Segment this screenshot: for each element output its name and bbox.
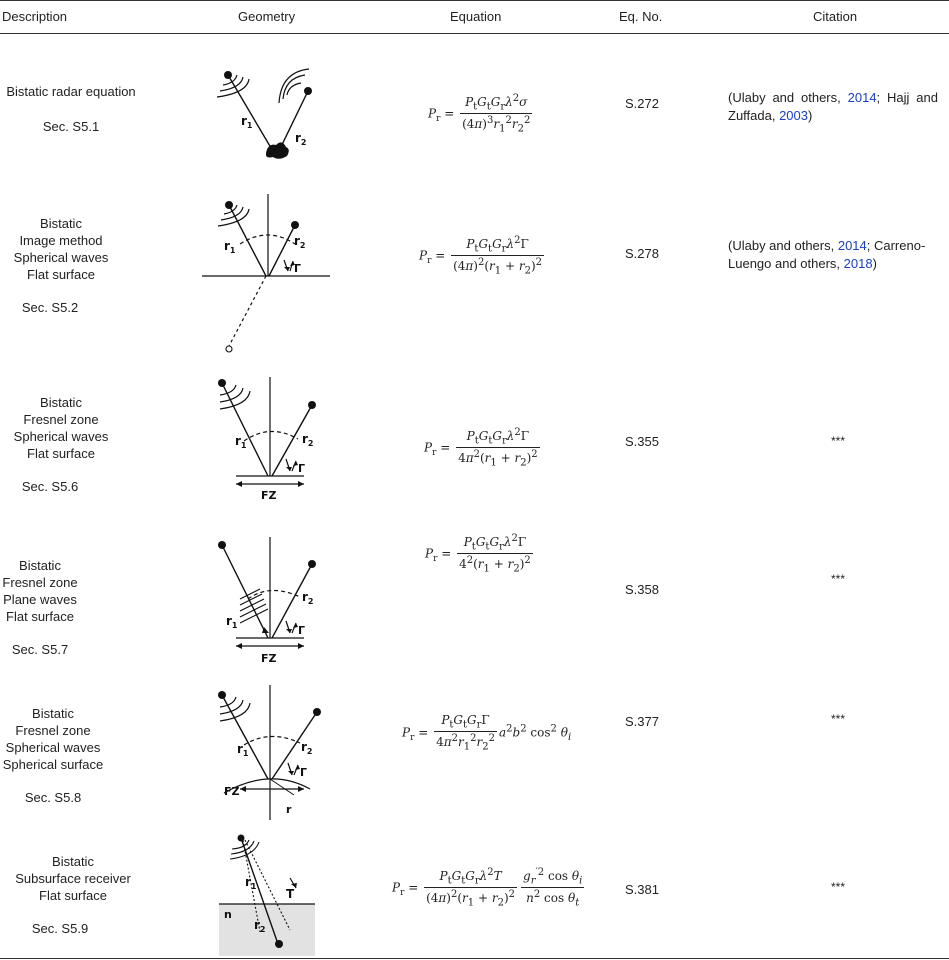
row3-eq-no: S.355 (625, 434, 659, 449)
row1-desc-line: Bistatic radar equation (6, 84, 136, 99)
row4-section: Sec. S5.7 (11, 642, 69, 657)
row6-citation: *** (830, 880, 845, 894)
header-description: Description (2, 9, 68, 24)
row5-geo-fz: FZ (224, 785, 240, 798)
header-geometry: Geometry (238, 9, 296, 24)
row3-section: Sec. S5.6 (21, 479, 79, 494)
row5-geometry-diagram (210, 683, 335, 823)
row2-section: Sec. S5.2 (21, 300, 79, 315)
row1-eq-fraction: $\frac{P_tG_tG_r\lambda^2\sigma}{(4\pi)^3r_1^2r_2^2}$ (462, 93, 531, 135)
row6-geo-n: n (224, 908, 232, 921)
row1-geometry-diagram (205, 65, 325, 165)
row6-section: Sec. S5.9 (31, 921, 89, 936)
header-equation: Equation (450, 9, 502, 24)
header-citation: Citation (813, 9, 858, 24)
row5-equation: $P_r$ = $\frac{P_tG_tG_r\Gamma}{4\pi^2r_1^2r_2^2}$ $a^2b^2$ $\cos^2 \theta_i$ (402, 713, 572, 753)
table-header-rule (0, 33, 949, 34)
row4-geo-r1: $r_1$ (226, 614, 238, 630)
row3-citation: *** (830, 434, 845, 448)
row4-citation: *** (830, 572, 845, 586)
row2-description: Bistatic Image method Spherical waves Flat surface (13, 216, 109, 282)
row3-equation: $P_r$ = $\frac{P_tG_tG_r\lambda^2\Gamma}{4\pi^2(r_1 + r_2)^2}$ (424, 427, 538, 469)
row4-eq-no: S.358 (625, 582, 659, 597)
row3-geo-gamma: Γ (298, 462, 306, 475)
row6-eq-fraction-2: $\frac{g_r^{'2} \cos \theta_i}{n^2 \cos \theta_t}$ (523, 867, 583, 909)
row5-eq-fraction: $\frac{P_tG_tG_r\Gamma}{4\pi^2r_1^2r_2^2}$ (436, 713, 495, 753)
row4-geometry-diagram (212, 535, 332, 665)
row6-equation: $P_r$ = $\frac{P_tG_tG_r\lambda^2T}{(4\pi)^2(r_1 + r_2)^2}$ $\frac{g_r^{'2} \cos \theta_i}{n^2 \cos \theta_t}$ (392, 867, 583, 909)
row4-geo-r2: $r_2$ (302, 590, 314, 606)
row5-section: Sec. S5.8 (24, 790, 82, 805)
row6-geo-t: T (286, 887, 295, 901)
row3-geometry-diagram (212, 375, 332, 500)
row2-geometry-diagram (200, 192, 340, 357)
row1-geo-r1: $r_1$ (241, 114, 253, 130)
row1-geo-r2: $r_2$ (295, 131, 307, 147)
row4-eq-fraction: $\frac{P_tG_tG_r\lambda^2\Gamma}{4^2(r_1 + r_2)^2}$ (459, 533, 531, 575)
row6-eq-fraction-1: $\frac{P_tG_tG_r\lambda^2T}{(4\pi)^2(r_1 + r_2)^2}$ (426, 867, 516, 909)
row6-geometry-diagram (218, 832, 318, 957)
row2-equation: $P_r$ = $\frac{P_tG_tG_r\lambda^2\Gamma}{(4\pi)^2(r_1 + r_2)^2}$ (419, 235, 543, 277)
row6-description: Bistatic Subsurface receiver Flat surface (15, 854, 131, 903)
row3-description: Bistatic Fresnel zone Spherical waves Flat surface (13, 395, 109, 461)
row2-geo-gamma: Γ (294, 262, 302, 275)
row2-citation-link-2014[interactable]: 2014 (837, 238, 867, 253)
row5-description: Bistatic Fresnel zone Spherical waves Spherical surface (2, 706, 104, 772)
row4-description: Bistatic Fresnel zone Plane waves Flat surface (2, 558, 78, 624)
row1-eq-no: S.272 (625, 96, 659, 111)
row2-geo-r2: $r_2$ (294, 234, 306, 250)
header-eq-no: Eq. No. (619, 9, 663, 24)
row5-geo-radius: r (286, 803, 292, 816)
row6-eq-no: S.381 (625, 882, 659, 897)
row3-eq-fraction: $\frac{P_tG_tG_r\lambda^2\Gamma}{4\pi^2(r_1 + r_2)^2}$ (458, 427, 538, 469)
row3-geo-r2: $r_2$ (302, 432, 314, 448)
row5-geo-r1: $r_1$ (237, 742, 249, 758)
row2-citation-link-2018[interactable]: 2018 (843, 256, 873, 271)
row5-eq-no: S.377 (625, 714, 659, 729)
row3-geo-fz: FZ (261, 489, 277, 502)
row4-geo-gamma: Γ (298, 624, 306, 637)
row1-section: Sec. S5.1 (42, 119, 100, 134)
row2-geo-r1: $r_1$ (224, 239, 236, 255)
row5-citation: *** (830, 712, 845, 726)
row1-citation: (Ulaby and others, 2014; Hajj and Zuffada, 2003) (728, 90, 938, 123)
row5-geo-gamma: Γ (300, 766, 308, 779)
row1-description (0, 83, 142, 100)
row4-geo-fz: FZ (261, 652, 277, 665)
table-bottom-rule (0, 958, 949, 959)
row4-equation: $P_r$ = $\frac{P_tG_tG_r\lambda^2\Gamma}{4^2(r_1 + r_2)^2}$ (425, 533, 531, 575)
row2-eq-fraction: $\frac{P_tG_tG_r\lambda^2\Gamma}{(4\pi)^2(r_1 + r_2)^2}$ (453, 235, 543, 277)
row6-geo-r1: $r_1$ (245, 875, 257, 891)
row6-geo-r2: $r_2$ (254, 918, 266, 934)
row5-geo-r2: $r_2$ (301, 740, 313, 756)
row1-citation-link-2014[interactable]: 2014 (847, 90, 877, 105)
row2-eq-no: S.278 (625, 246, 659, 261)
row3-geo-r1: $r_1$ (235, 434, 247, 450)
table-top-rule (0, 0, 949, 1)
row1-citation-link-2003[interactable]: 2003 (779, 108, 808, 123)
row2-citation: (Ulaby and others, 2014; Carreno-Luengo and others, 2018) (728, 238, 926, 271)
row1-equation: $P_r$ = $\frac{P_tG_tG_r\lambda^2\sigma}{(4\pi)^3r_1^2r_2^2}$ (428, 93, 531, 135)
